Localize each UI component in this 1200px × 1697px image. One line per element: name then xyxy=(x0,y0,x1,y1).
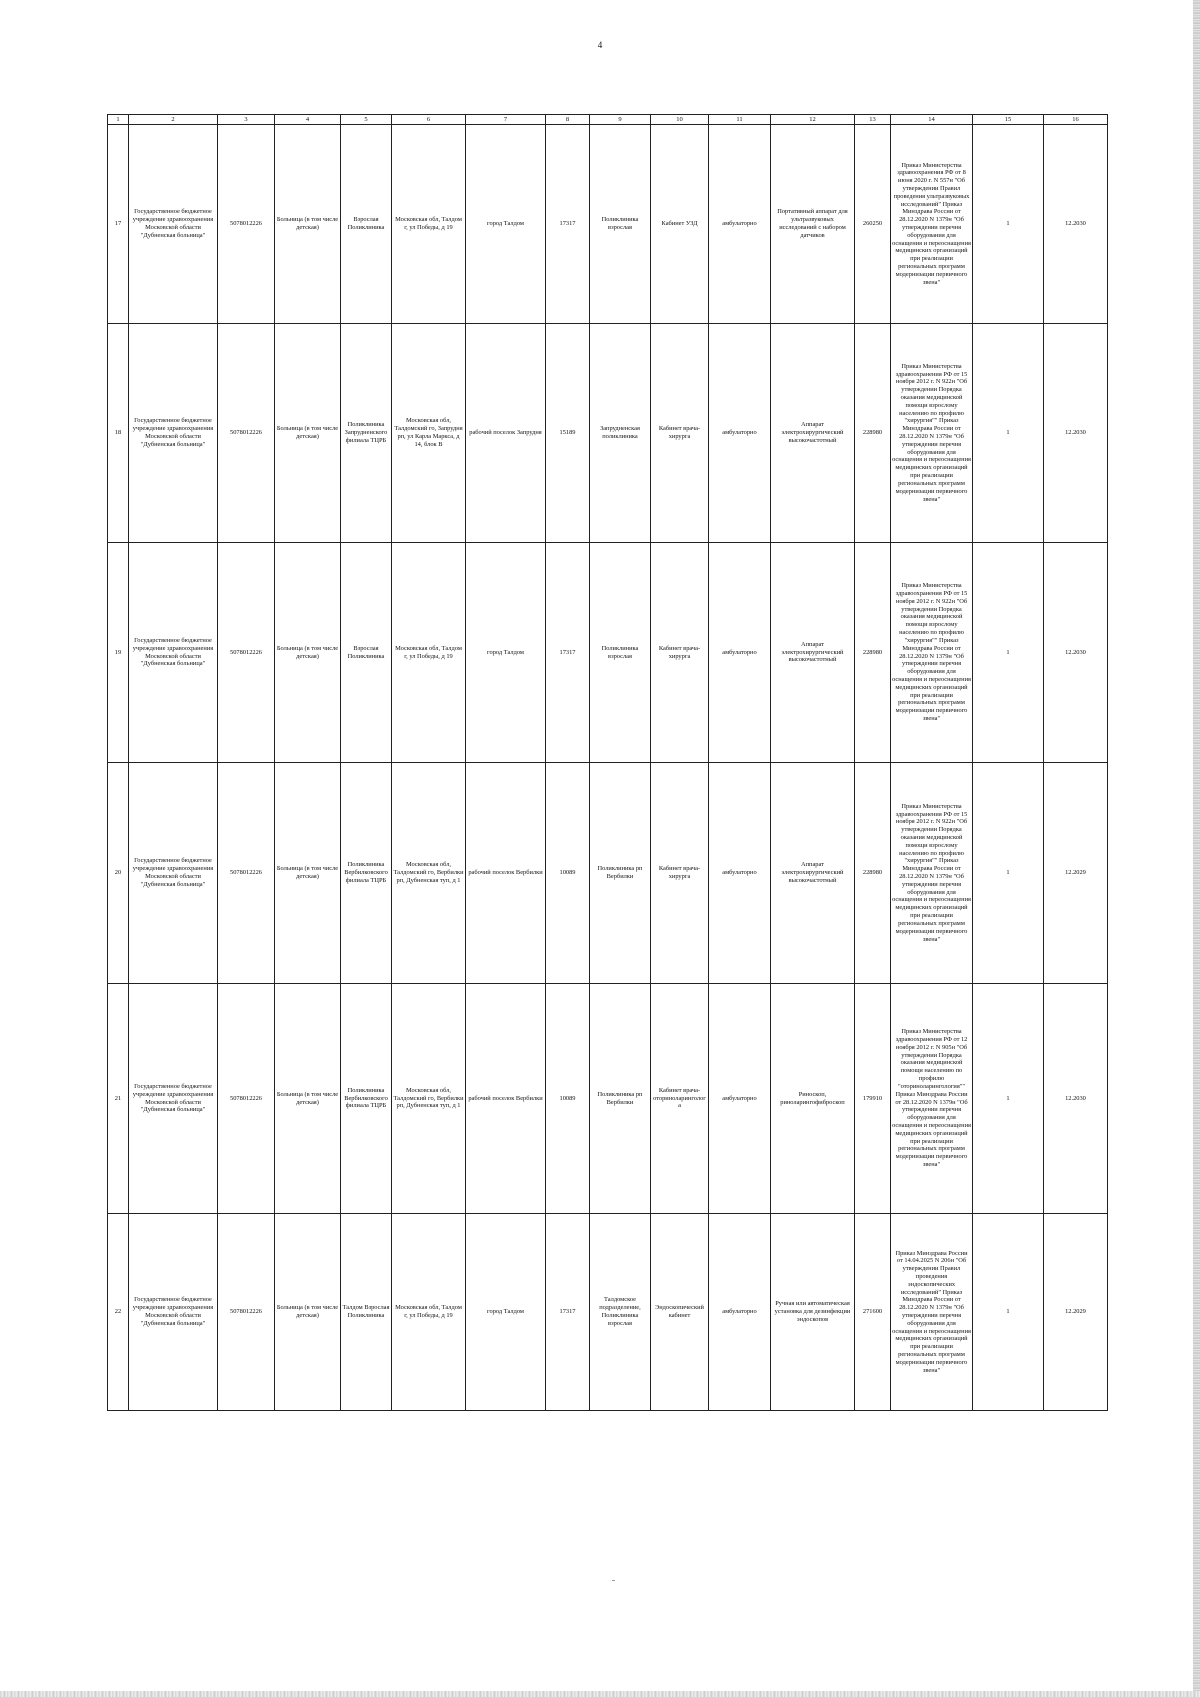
organization-name: Государственное бюджетное учреждение здравоохранения Московской области "Дубненская больница" xyxy=(129,1214,218,1411)
column-header: 16 xyxy=(1044,115,1108,125)
equipment-price: 228980 xyxy=(855,763,891,984)
oktmo-code: 15189 xyxy=(546,324,590,543)
room: Эндоскопический кабинет xyxy=(651,1214,709,1411)
locality: город Талдом xyxy=(466,1214,546,1411)
delivery-date: 12.2030 xyxy=(1044,543,1108,763)
unit-address: Московская обл, Талдомский го, Запрудня рп, ул Карла Маркса, д 14, блок В xyxy=(392,324,466,543)
table-row xyxy=(108,984,1108,1214)
equipment-name: Портативный аппарат для ультразвуковых исследований с набором датчиков xyxy=(771,125,855,324)
equipment-price: 260250 xyxy=(855,125,891,324)
organization-type: Больница (в том числе детская) xyxy=(275,984,341,1214)
scan-speck xyxy=(612,1580,615,1581)
care-condition: амбулаторно xyxy=(709,125,771,324)
care-condition: амбулаторно xyxy=(709,984,771,1214)
structural-unit: Взрослая Поликлиника xyxy=(341,125,392,324)
division: Талдомское подразделение, Поликлиника взрослая xyxy=(590,1214,651,1411)
delivery-date: 12.2029 xyxy=(1044,763,1108,984)
division: Запрудненская поликлиника xyxy=(590,324,651,543)
column-header: 4 xyxy=(275,115,341,125)
column-header: 5 xyxy=(341,115,392,125)
legal-basis: Приказ Министерства здравоохранения РФ от 15 ноября 2012 г. N 922н "Об утверждении Порядка оказания медицинской помощи взрослому населению по профилю "хирургия"" Приказ Минздрава России от 28.12.2020 N 1379н "Об утверждении перечня оборудования для оснащения и переоснащения медицинских организаций при реализации региональных программ модернизации первичного звена" xyxy=(891,763,973,984)
division: Поликлиника взрослая xyxy=(590,543,651,763)
row-number: 18 xyxy=(108,324,129,543)
structural-unit: Взрослая Поликлиника xyxy=(341,543,392,763)
unit-address: Московская обл, Талдомский го, Вербилки рп, Дубненская туп, д 1 xyxy=(392,984,466,1214)
oktmo-code: 17317 xyxy=(546,1214,590,1411)
table-row xyxy=(108,543,1108,763)
column-header: 2 xyxy=(129,115,218,125)
legal-basis: Приказ Министерства здравоохранения РФ от 15 ноября 2012 г. N 922н "Об утверждении Порядка оказания медицинской помощи взрослому населению по профилю "хирургия"" Приказ Минздрава России от 28.12.2020 N 1379н "Об утверждении перечня оборудования для оснащения и переоснащения медицинских организаций при реализации региональных программ модернизации первичного звена" xyxy=(891,543,973,763)
structural-unit: Талдом Взрослая Поликлиника xyxy=(341,1214,392,1411)
column-header: 6 xyxy=(392,115,466,125)
equipment-table xyxy=(107,114,1108,1411)
organization-code: 5078012226 xyxy=(218,324,275,543)
organization-type: Больница (в том числе детская) xyxy=(275,763,341,984)
equipment-name: Аппарат электрохирургический высокочастотный xyxy=(771,543,855,763)
room: Кабинет врача-хирурга xyxy=(651,543,709,763)
oktmo-code: 17317 xyxy=(546,125,590,324)
care-condition: амбулаторно xyxy=(709,324,771,543)
organization-type: Больница (в том числе детская) xyxy=(275,125,341,324)
locality: город Талдом xyxy=(466,543,546,763)
equipment-name: Ручная или автоматическая установка для дезинфекции эндоскопов xyxy=(771,1214,855,1411)
organization-code: 5078012226 xyxy=(218,543,275,763)
room: Кабинет врача-оториноларинголога xyxy=(651,984,709,1214)
column-header: 12 xyxy=(771,115,855,125)
column-header: 15 xyxy=(973,115,1044,125)
division: Поликлиника рп Вербилки xyxy=(590,984,651,1214)
organization-type: Больница (в том числе детская) xyxy=(275,1214,341,1411)
care-condition: амбулаторно xyxy=(709,543,771,763)
organization-code: 5078012226 xyxy=(218,763,275,984)
legal-basis: Приказ Министерства здравоохранения РФ от 12 ноября 2012 г. N 905н "Об утверждении Порядка оказания медицинской помощи населению по профилю "оториноларингология"" Приказ Минздрава России от 28.12.2020 N 1379н "Об утверждении перечня оборудования для оснащения и переоснащения медицинских организаций при реализации региональных программ модернизации первичного звена" xyxy=(891,984,973,1214)
column-header: 7 xyxy=(466,115,546,125)
column-header: 8 xyxy=(546,115,590,125)
column-header: 3 xyxy=(218,115,275,125)
equipment-name: Аппарат электрохирургический высокочастотный xyxy=(771,763,855,984)
division: Поликлиника рп Вербилки xyxy=(590,763,651,984)
row-number: 17 xyxy=(108,125,129,324)
care-condition: амбулаторно xyxy=(709,1214,771,1411)
legal-basis: Приказ Министерства здравоохранения РФ от 15 ноября 2012 г. N 922н "Об утверждении Порядка оказания медицинской помощи взрослому населению по профилю "хирургия"" Приказ Минздрава России от 28.12.2020 N 1379н "Об утверждении перечня оборудования для оснащения и переоснащения медицинских организаций при реализации региональных программ модернизации первичного звена" xyxy=(891,324,973,543)
legal-basis: Приказ Министерства здравоохранения РФ от 8 июня 2020 г. N 557н "Об утверждении Правил проведения ультразвуковых исследований" Приказ Минздрава России от 28.12.2020 N 1379н "Об утверждении перечня оборудования для оснащения и переоснащения медицинских организаций при реализации региональных программ модернизации первичного звена" xyxy=(891,125,973,324)
delivery-date: 12.2029 xyxy=(1044,1214,1108,1411)
equipment-name: Риноскоп, риноларингофиброскоп xyxy=(771,984,855,1214)
equipment-price: 228980 xyxy=(855,543,891,763)
oktmo-code: 17317 xyxy=(546,543,590,763)
quantity: 1 xyxy=(973,763,1044,984)
table-row xyxy=(108,763,1108,984)
oktmo-code: 10089 xyxy=(546,984,590,1214)
room: Кабинет УЗД xyxy=(651,125,709,324)
organization-type: Больница (в том числе детская) xyxy=(275,543,341,763)
column-header: 14 xyxy=(891,115,973,125)
scan-edge-right xyxy=(1193,0,1200,1697)
scan-edge-bottom xyxy=(0,1691,1200,1697)
organization-type: Больница (в том числе детская) xyxy=(275,324,341,543)
column-header: 11 xyxy=(709,115,771,125)
equipment-price: 271600 xyxy=(855,1214,891,1411)
row-number: 22 xyxy=(108,1214,129,1411)
organization-name: Государственное бюджетное учреждение здравоохранения Московской области "Дубненская больница" xyxy=(129,543,218,763)
organization-code: 5078012226 xyxy=(218,125,275,324)
locality: рабочий поселок Запрудня xyxy=(466,324,546,543)
column-header: 13 xyxy=(855,115,891,125)
organization-name: Государственное бюджетное учреждение здравоохранения Московской области "Дубненская больница" xyxy=(129,984,218,1214)
table-row xyxy=(108,1214,1108,1411)
table-row xyxy=(108,125,1108,324)
structural-unit: Поликлиника Вербилковского филиала ТЦРБ xyxy=(341,984,392,1214)
quantity: 1 xyxy=(973,125,1044,324)
delivery-date: 12.2030 xyxy=(1044,125,1108,324)
room: Кабинет врача-хирурга xyxy=(651,324,709,543)
equipment-name: Аппарат электрохирургический высокочастотный xyxy=(771,324,855,543)
room: Кабинет врача-хирурга xyxy=(651,763,709,984)
unit-address: Московская обл, Талдомский го, Вербилки рп, Дубненская туп, д 1 xyxy=(392,763,466,984)
division: Поликлиника взрослая xyxy=(590,125,651,324)
page-number: 4 xyxy=(597,40,603,50)
quantity: 1 xyxy=(973,543,1044,763)
column-header: 9 xyxy=(590,115,651,125)
quantity: 1 xyxy=(973,1214,1044,1411)
delivery-date: 12.2030 xyxy=(1044,984,1108,1214)
equipment-price: 228980 xyxy=(855,324,891,543)
legal-basis: Приказ Минздрава России от 14.04.2025 N 206н "Об утверждении Правил проведения эндоскопических исследований" Приказ Минздрава России от 28.12.2020 N 1379н "Об утверждении перечня оборудования для оснащения и переоснащения медицинских организаций при реализации региональных программ модернизации первичного звена" xyxy=(891,1214,973,1411)
row-number: 19 xyxy=(108,543,129,763)
table-row xyxy=(108,324,1108,543)
unit-address: Московская обл, Талдом г, ул Победы, д 19 xyxy=(392,125,466,324)
organization-code: 5078012226 xyxy=(218,1214,275,1411)
column-header: 10 xyxy=(651,115,709,125)
row-number: 20 xyxy=(108,763,129,984)
locality: рабочий поселок Вербилки xyxy=(466,984,546,1214)
delivery-date: 12.2030 xyxy=(1044,324,1108,543)
organization-code: 5078012226 xyxy=(218,984,275,1214)
structural-unit: Поликлиника Вербилковского филиала ТЦРБ xyxy=(341,763,392,984)
organization-name: Государственное бюджетное учреждение здравоохранения Московской области "Дубненская больница" xyxy=(129,324,218,543)
unit-address: Московская обл, Талдом г, ул Победы, д 19 xyxy=(392,1214,466,1411)
structural-unit: Поликлиника Запрудненского филиала ТЦРБ xyxy=(341,324,392,543)
locality: город Талдом xyxy=(466,125,546,324)
organization-name: Государственное бюджетное учреждение здравоохранения Московской области "Дубненская больница" xyxy=(129,125,218,324)
column-header: 1 xyxy=(108,115,129,125)
row-number: 21 xyxy=(108,984,129,1214)
column-number-row xyxy=(108,115,1108,125)
organization-name: Государственное бюджетное учреждение здравоохранения Московской области "Дубненская больница" xyxy=(129,763,218,984)
care-condition: амбулаторно xyxy=(709,763,771,984)
unit-address: Московская обл, Талдом г, ул Победы, д 19 xyxy=(392,543,466,763)
quantity: 1 xyxy=(973,984,1044,1214)
oktmo-code: 10089 xyxy=(546,763,590,984)
quantity: 1 xyxy=(973,324,1044,543)
locality: рабочий поселок Вербилки xyxy=(466,763,546,984)
equipment-price: 179910 xyxy=(855,984,891,1214)
